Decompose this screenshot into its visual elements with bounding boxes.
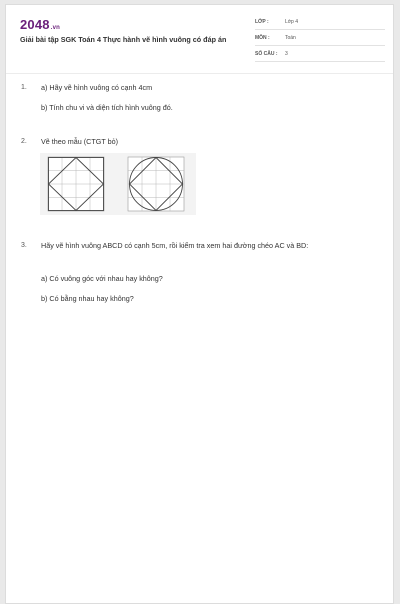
question-1-number: 1. [21, 84, 27, 91]
meta-grade-label: LỚP : [255, 19, 269, 25]
question-1-line-a: a) Hãy vẽ hình vuông có cạnh 4cm [41, 83, 153, 92]
question-1-line-b: b) Tính chu vi và diện tích hình vuông đó. [41, 103, 173, 112]
document-header [6, 5, 393, 73]
meta-grade-value: Lớp 4 [285, 19, 299, 25]
meta-count-value: 3 [285, 51, 288, 57]
document-title: Giải bài tập SGK Toán 4 Thực hành vẽ hình vuông có đáp án [20, 35, 227, 44]
meta-subject [255, 33, 385, 46]
pattern-square-in-circle [128, 157, 184, 211]
header-divider [6, 73, 393, 74]
site-logo[interactable] [20, 17, 60, 32]
meta-count-label: SỐ CÂU : [255, 51, 278, 57]
pattern-square-in-square [48, 157, 104, 211]
logo-suffix: .vn [50, 25, 61, 31]
meta-count [255, 49, 385, 62]
question-3-line-a: a) Có vuông góc với nhau hay không? [41, 274, 163, 283]
meta-subject-label: MÔN : [255, 35, 270, 41]
document-page [5, 4, 394, 604]
figure-pattern-panel [40, 153, 196, 215]
meta-grade [255, 17, 385, 30]
question-3-number: 3. [21, 242, 27, 249]
pattern-figures [40, 153, 196, 215]
question-3-line-b: b) Có bằng nhau hay không? [41, 294, 134, 303]
question-2-line: Vẽ theo mẫu (CTGT bỏ) [41, 137, 118, 146]
logo-main: 2048 [20, 17, 50, 32]
question-2-number: 2. [21, 138, 27, 145]
question-3-line-main: Hãy vẽ hình vuông ABCD có cạnh 5cm, rồi kiểm tra xem hai đường chéo AC và BD: [41, 241, 309, 250]
meta-subject-value: Toán [285, 35, 296, 41]
